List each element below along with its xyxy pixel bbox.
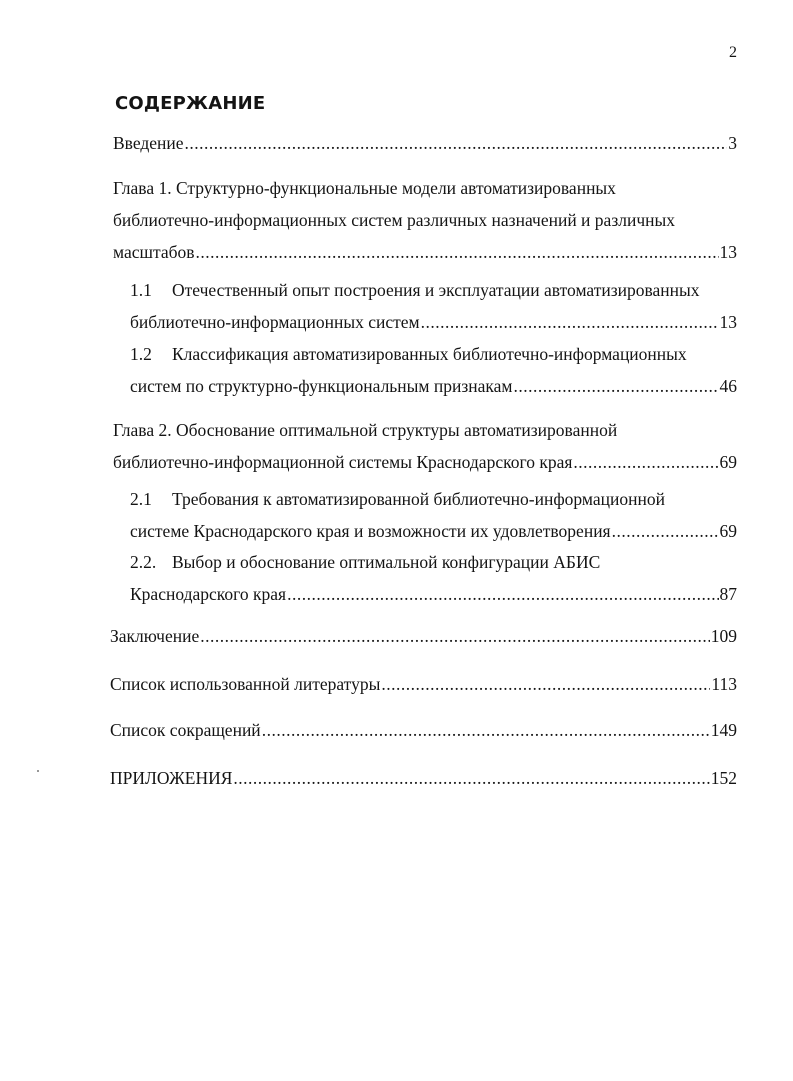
toc-entry-chapter-1[interactable] <box>113 172 737 268</box>
dot-leader <box>381 668 710 700</box>
dot-leader <box>612 515 719 547</box>
toc-page-number: 113 <box>711 674 737 694</box>
toc-entry-title: Заключение <box>110 626 200 646</box>
toc-page-number: 69 <box>719 521 737 541</box>
toc-page-number: 149 <box>710 720 737 740</box>
toc-entry-section-1-1[interactable] <box>130 274 737 338</box>
toc-entry-section-2-1[interactable] <box>130 483 737 547</box>
dot-leader <box>513 370 718 402</box>
toc-entry-title-line: библиотечно-информационной системы Краснодарского края <box>113 452 573 472</box>
dot-leader <box>185 127 728 159</box>
toc-page-number: 109 <box>710 626 737 646</box>
toc-entry-section-2-2[interactable] <box>130 546 737 610</box>
dot-leader <box>262 714 710 746</box>
dot-leader <box>200 620 710 652</box>
toc-entry-title-line: 1.2 Классификация автоматизированных библиотечно-информационных <box>130 338 737 370</box>
section-number: 2.1 <box>130 489 152 509</box>
dot-leader <box>421 306 719 338</box>
toc-entry-abbreviations[interactable] <box>110 714 737 746</box>
toc-entry-appendices[interactable] <box>110 762 737 794</box>
toc-entry-title-line: библиотечно-информационных систем <box>130 312 420 332</box>
section-number: 2.2. <box>130 552 157 572</box>
toc-entry-title-line: Краснодарского края <box>130 584 287 604</box>
toc-page-number: 87 <box>719 584 737 604</box>
dot-leader <box>233 762 709 794</box>
page-number: 2 <box>729 44 737 61</box>
dot-leader <box>196 236 719 268</box>
toc-page-number: 152 <box>710 768 737 788</box>
dot-leader <box>287 578 718 610</box>
toc-entry-section-1-2[interactable] <box>130 338 737 402</box>
toc-entry-title: Список использованной литературы <box>110 674 381 694</box>
toc-entry-title: ПРИЛОЖЕНИЯ <box>110 768 233 788</box>
toc-entry-introduction[interactable] <box>113 127 737 159</box>
toc-entry-title-line: систем по структурно-функциональным признакам <box>130 376 513 396</box>
toc-entry-bibliography[interactable] <box>110 668 737 700</box>
toc-entry-title-line: библиотечно-информационных систем различных назначений и различных <box>113 210 675 230</box>
section-number: 1.2 <box>130 344 152 364</box>
scan-speck <box>37 770 39 772</box>
toc-entry-title-line: системе Краснодарского края и возможности их удовлетворения <box>130 521 611 541</box>
toc-entry-title-line: 2.2. Выбор и обоснование оптимальной конфигурации АБИС <box>130 546 737 578</box>
toc-entry-title-line: масштабов <box>113 242 195 262</box>
toc-heading: СОДЕРЖАНИЕ <box>115 93 266 114</box>
toc-page-number: 3 <box>728 133 737 153</box>
toc-entry-title: Введение <box>113 133 184 153</box>
toc-entry-title-line: Глава 1. Структурно-функциональные модели автоматизированных <box>113 178 616 198</box>
toc-entry-conclusion[interactable] <box>110 620 737 652</box>
toc-entry-title: Список сокращений <box>110 720 261 740</box>
toc-page-number: 13 <box>719 312 737 332</box>
toc-page-number: 69 <box>719 452 737 472</box>
toc-entry-title-line: 2.1 Требования к автоматизированной библиотечно-информационной <box>130 483 737 515</box>
section-number: 1.1 <box>130 280 152 300</box>
toc-page-number: 46 <box>719 376 737 396</box>
toc-entry-chapter-2[interactable] <box>113 414 737 478</box>
toc-page-number: 13 <box>719 242 737 262</box>
dot-leader <box>573 446 718 478</box>
toc-entry-title-line: 1.1 Отечественный опыт построения и эксплуатации автоматизированных <box>130 274 737 306</box>
toc-entry-title-line: Глава 2. Обоснование оптимальной структуры автоматизированной <box>113 420 618 440</box>
